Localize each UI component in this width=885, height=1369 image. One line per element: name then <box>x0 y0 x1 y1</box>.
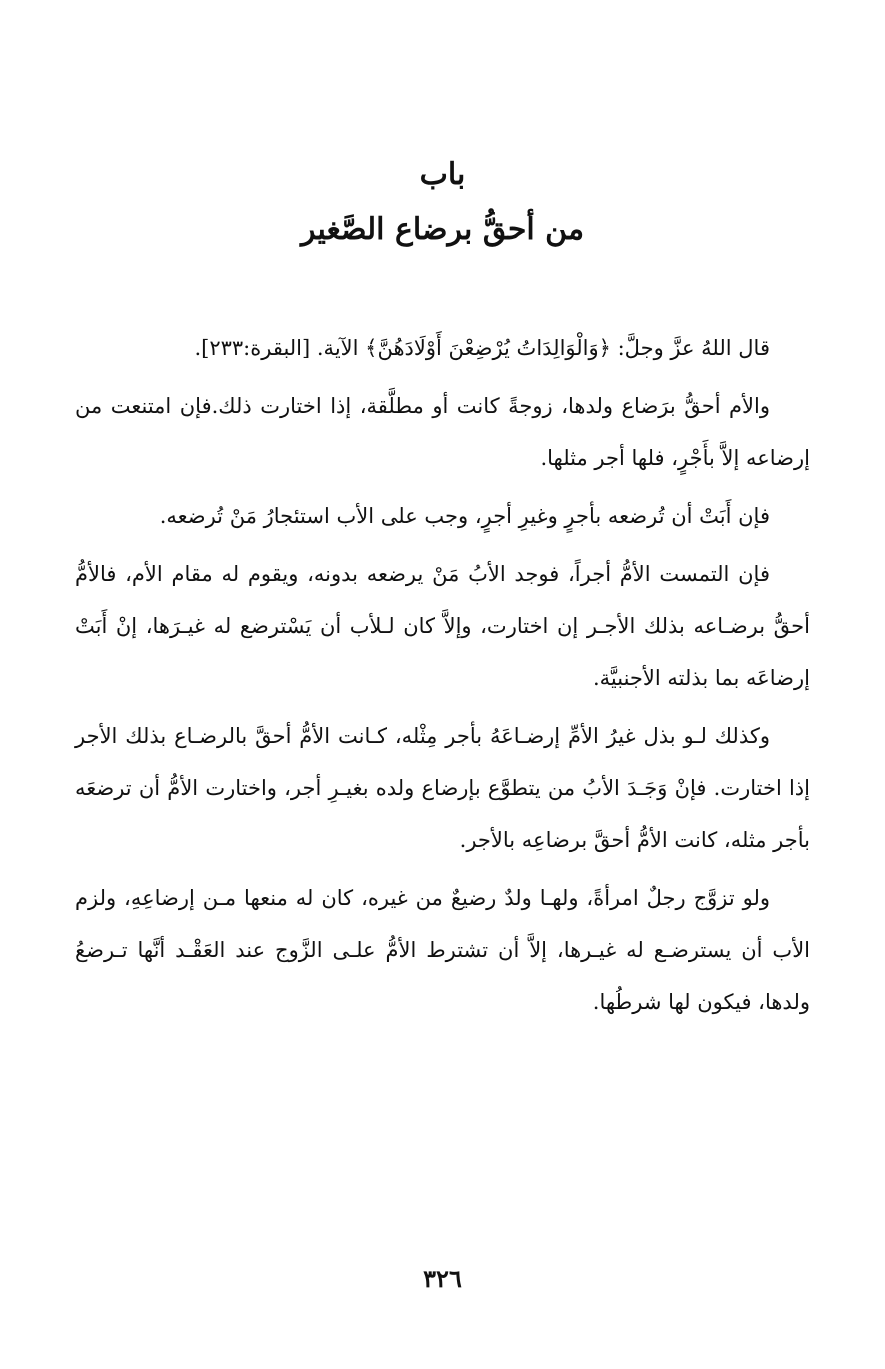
paragraph: وكذلك لـو بذل غيرُ الأمِّ إرضـاعَهُ بأجر مِثْله، كـانت الأمُّ أحقَّ بالرضـاع بذلك الأجر إذا اختارت. فإنْ وَجَـدَ الأبُ من يتطوَّع بإرضاع ولده بغيـرِ أجر، واختارت الأمُّ أن ترضعَه بأجر مثله، كانت الأمُّ أحقَّ برضاعِه بالأجر. <box>75 724 810 852</box>
body-text <box>75 322 810 1034</box>
paragraph: والأم أحقُّ برَضاع ولدها، زوجةً كانت أو مطلَّقة، إذا اختارت ذلك.فإن امتنعت من إرضاعه إلاَّ بأَجْرٍ، فلها أجر مثلها. <box>75 394 810 470</box>
paragraph: فإن التمست الأمُّ أجراً، فوجد الأبُ مَنْ يرضعه بدونه، ويقوم له مقام الأم، فالأمُّ أحقُّ برضـاعه بذلك الأجـر إن اختارت، وإلاَّ كان لـلأب أن يَسْترضع له غيـرَها، إنْ أَبَتْ إرضاعَه بما بذلته الأجنبيَّة. <box>75 562 810 690</box>
paragraph: فإن أَبَتْ أن تُرضعه بأجرٍ وغيرِ أجرٍ، وجب على الأب استئجارُ مَنْ تُرضعه. <box>159 504 770 528</box>
paragraph: ولو تزوَّج رجلٌ امرأةً، ولهـا ولدٌ رضيعٌ من غيره، كان له منعها مـن إرضاعِهِ، ولزم الأب أن يسترضـع له غيـرها، إلاَّ أن تشترط الأمُّ علـى الزَّوج عند العَقْـد أنَّها تـرضعُ ولدها، فيكون لها شرطُها. <box>75 886 810 1014</box>
page-number: ٣٢٦ <box>423 1264 462 1293</box>
chapter-heading-label: باب <box>419 157 466 192</box>
chapter-title: من أحقُّ برضاع الصَّغير <box>300 212 585 247</box>
paragraph: قال اللهُ عزَّ وجلَّ: ﴿وَالْوَالِدَاتُ يُرْضِعْنَ أَوْلَادَهُنَّ﴾ الآية. [البقرة:٢٣٣]. <box>194 336 770 360</box>
